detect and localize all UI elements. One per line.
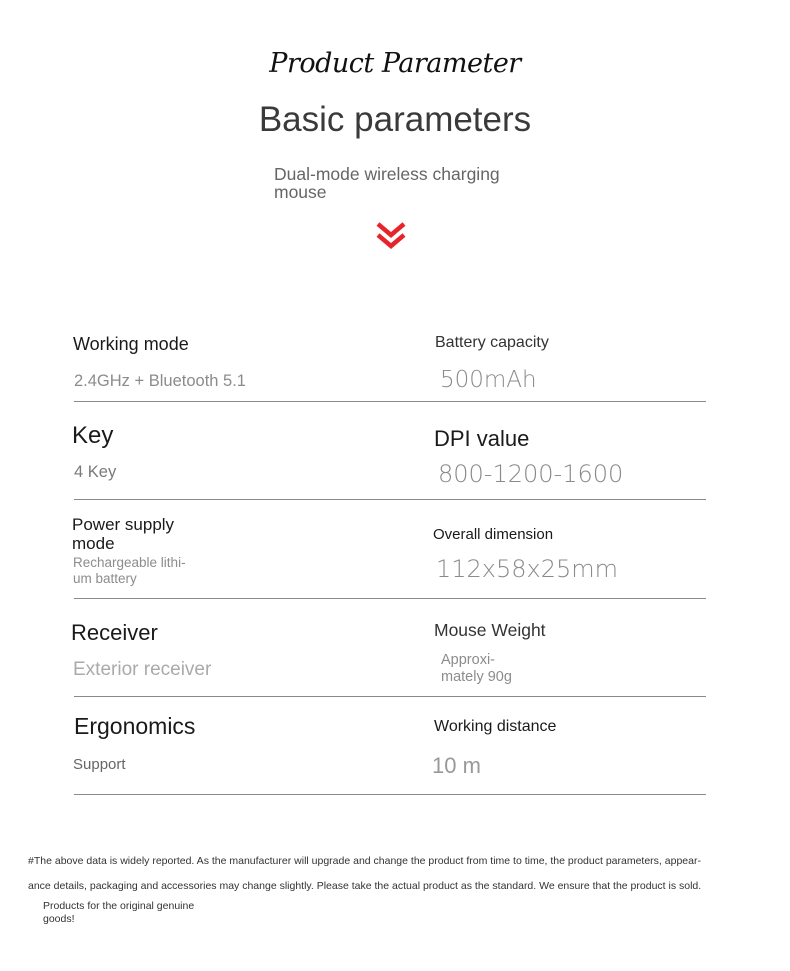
param-row-ergonomics [74, 697, 706, 795]
param-label-dpi-value: DPI value [434, 426, 530, 451]
param-row-key [74, 402, 706, 500]
footnote-line-1: #The above data is widely reported. As the manufacturer will upgrade and change the product from time to time, the product parameters, appear- [28, 855, 701, 867]
param-label-overall-dimension: Overall dimension [433, 526, 554, 543]
footnote-line-3: Products for the original genuine goods! [43, 900, 195, 925]
double-chevron-down-icon [374, 218, 408, 252]
page-title: Basic parameters [258, 100, 532, 139]
param-label-working-mode: Working mode [73, 334, 189, 354]
param-value-key: 4 Key [74, 463, 117, 481]
product-parameter-heading: Product Parameter [269, 48, 521, 79]
param-value-dpi-value: 800-1200-1600 [438, 460, 624, 488]
param-value-working-distance: 10 m [432, 753, 481, 778]
param-row-power-supply [74, 500, 706, 599]
page-subtitle: Dual-mode wireless charging mouse [274, 164, 500, 202]
param-value-working-mode: 2.4GHz + Bluetooth 5.1 [74, 372, 246, 390]
param-label-battery-capacity: Battery capacity [435, 334, 549, 351]
footnote-line-2: ance details, packaging and accessories may change slightly. Please take the actual product as the standard. We ensure that the product is sold. [28, 880, 702, 892]
param-value-overall-dimension: 112x58x25mm [436, 555, 619, 583]
param-row-receiver [71, 599, 706, 697]
param-value-ergonomics: Support [73, 756, 126, 773]
param-label-mouse-weight: Mouse Weight [434, 620, 546, 640]
param-label-ergonomics: Ergonomics [74, 713, 196, 739]
param-label-working-distance: Working distance [434, 718, 557, 735]
param-value-receiver: Exterior receiver [73, 659, 212, 680]
param-value-power-supply-mode: Rechargeable lithi- um battery [73, 555, 186, 586]
param-value-mouse-weight: Approxi- mately 90g [441, 652, 512, 685]
param-value-battery-capacity: 500mAh [440, 367, 537, 393]
param-row-working-mode [74, 320, 706, 402]
param-label-receiver: Receiver [71, 620, 158, 645]
param-label-key: Key [72, 422, 114, 449]
param-label-power-supply-mode: Power supply mode [72, 515, 175, 553]
